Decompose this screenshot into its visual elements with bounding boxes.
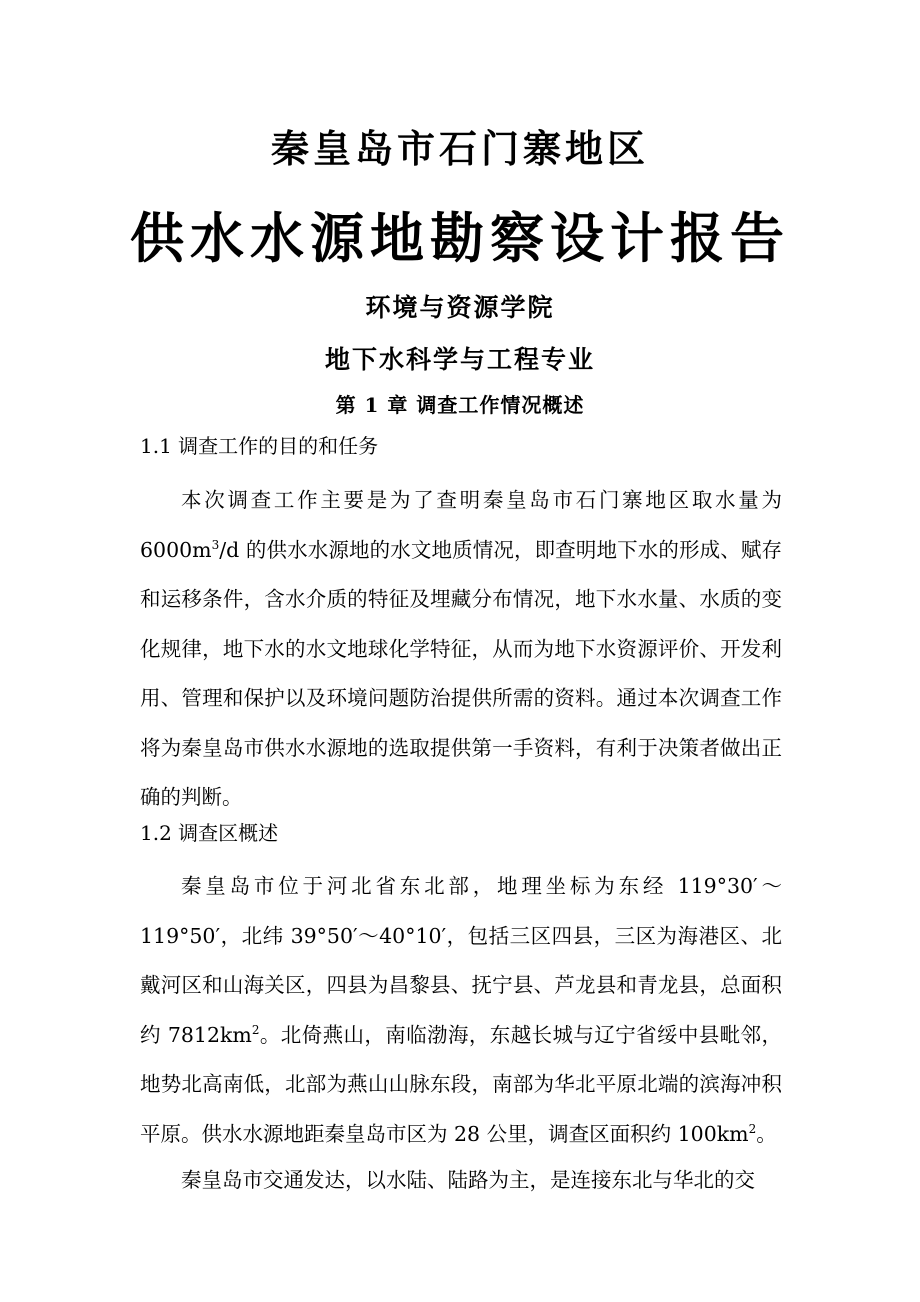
paragraph-text: /d 的供水水源地的水文地质情况，即查明地下水的形成、赋存和运移条件，含水介质的特征及埋藏分布情况，地下水水量、水质的变化规律，地下水的水文地球化学特征，从而为地下水资源评价、开发利用、管理和保护以及环境问题防治提供所需的资料。通过本次调查工作将为秦皇岛市供水水源地的选取提供第一手资料，有利于决策者做出正确的判断。 xyxy=(140,537,782,809)
title-line-1: 秦皇岛市石门寨地区 xyxy=(270,126,649,171)
paragraph-text: 秦皇岛市位于河北省东北部，地理坐标为东经 119°30′～119°50′，北纬 39°50′～40°10′，包括三区四县，三区为海港区、北戴河区和山海关区，四县为昌黎县、抚宁县、芦龙县和青龙县，总面积约 7812km xyxy=(140,874,782,1047)
superscript: 2 xyxy=(748,1121,757,1136)
major-name: 地下水科学与工程专业 xyxy=(324,345,595,374)
title-line-2: 供水水源地勘察设计报告 xyxy=(130,206,790,270)
college-name: 环境与资源学院 xyxy=(365,293,555,322)
superscript: 3 xyxy=(211,537,220,552)
chapter-title: 第 1 章 调查工作情况概述 xyxy=(335,393,585,417)
paragraph-text: 。 xyxy=(756,1121,777,1146)
paragraph-text: 。北倚燕山，南临渤海，东越长城与辽宁省绥中县毗邻，地势北高南低，北部为燕山山脉东段，南部为华北平原北端的滨海冲积平原。供水水源地距秦皇岛市区为 28 公里，调查区面积约 100km xyxy=(140,1022,782,1146)
section-1-2-paragraph-1 xyxy=(140,862,782,1159)
section-1-2-paragraph-2: 秦皇岛市交通发达，以水陆、陆路为主，是连接东北与华北的交 xyxy=(181,1168,755,1192)
section-heading-1-1: 1.1 调查工作的目的和任务 xyxy=(140,434,379,458)
superscript: 2 xyxy=(251,1022,260,1037)
section-1-1-paragraph xyxy=(140,476,782,823)
section-heading-1-2: 1.2 调查区概述 xyxy=(140,821,279,845)
paragraph-text: 本次调查工作主要是为了查明秦皇岛市石门寨地区取水量为 6000m xyxy=(140,488,782,562)
